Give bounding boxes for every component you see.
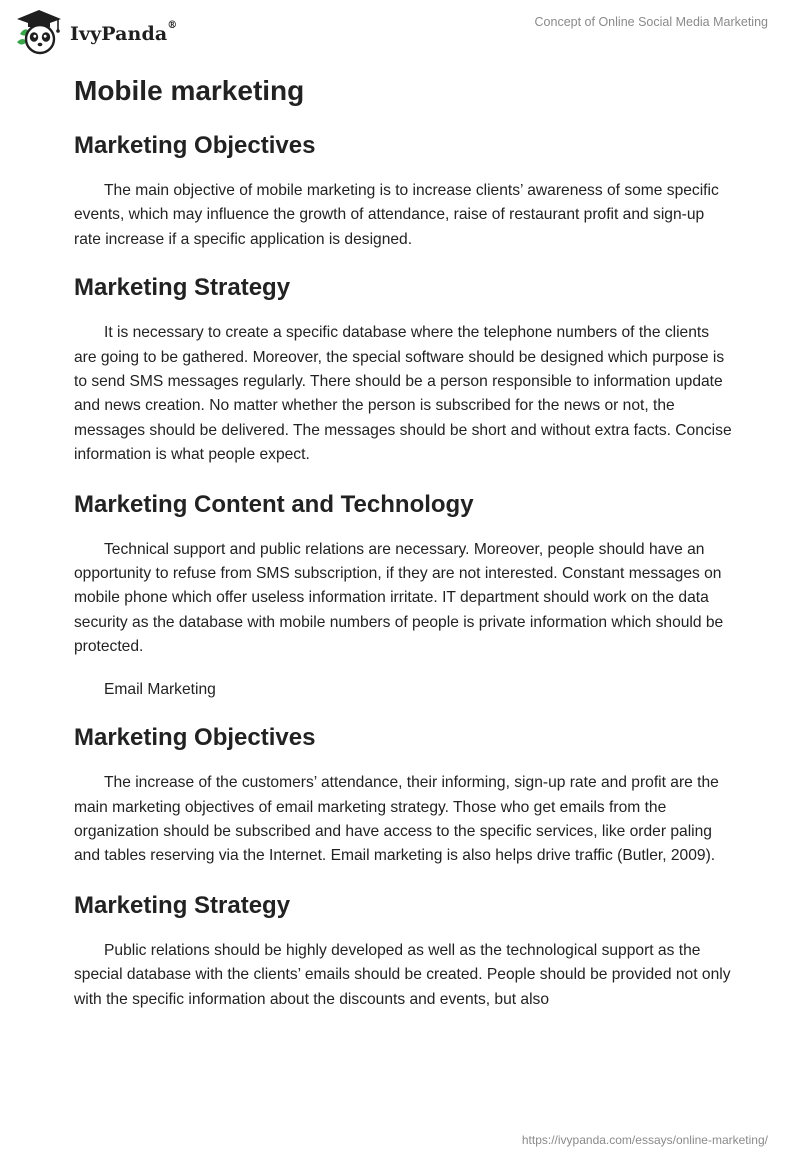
section-heading: Marketing Strategy xyxy=(74,891,291,919)
section-paragraph: It is necessary to create a specific database where the telephone numbers of the clients are going to be gathered. Moreover, the special software should be designed which purpose is to send SMS messages regularly. There should be a person responsible to information update and news creation. No matter whether the person is subscribed for the news or not, the messages should be delivered. The messages should be short and without extra facts. Concise information is what people expect. xyxy=(74,324,732,464)
document-title: Concept of Online Social Media Marketing xyxy=(534,15,768,29)
section-heading: Marketing Content and Technology xyxy=(74,490,474,518)
source-url-link[interactable]: https://ivypanda.com/essays/online-marketing/ xyxy=(521,1133,768,1147)
subsection-label: Email Marketing xyxy=(104,680,216,698)
section-heading: Marketing Strategy xyxy=(74,274,291,302)
article-title: Mobile marketing xyxy=(74,75,305,106)
registered-mark: ® xyxy=(167,20,178,31)
section-paragraph: The increase of the customers’ attendance, their informing, sign-up rate and profit are the main marketing objectives of email marketing strategy. Those who get emails from the organization should be subscribed and have access to the specific services, like order paling and tables reserving via the Internet. Email marketing is also helps drive traffic (Butler, 2009). xyxy=(74,774,719,865)
ivypanda-logo[interactable] xyxy=(14,8,177,56)
section-paragraph: The main objective of mobile marketing is to increase clients’ awareness of some specific events, which may influence the growth of attendance, raise of restaurant profit and sign-up rate increase if a specific application is designed. xyxy=(74,182,719,248)
section-heading: Marketing Objectives xyxy=(74,724,316,752)
section-paragraph: Public relations should be highly developed as well as the technological support as the special database with the clients’ emails should be created. People should be provided not only with the specific information about the discounts and events, but also xyxy=(74,941,731,1008)
panda-graduate-icon xyxy=(14,8,64,56)
page-header xyxy=(0,0,800,64)
brand-name: IvyPanda® xyxy=(70,20,178,45)
article-content xyxy=(74,72,734,1012)
section-paragraph: Technical support and public relations are necessary. Moreover, people should have an opportunity to refuse from SMS subscription, if they are not interested. Constant messages on mobile phone which offer useless information irritate. IT department should work on the data security as the database with mobile numbers of people is private information which should be protected. xyxy=(74,540,724,656)
section-heading: Marketing Objectives xyxy=(74,132,316,159)
